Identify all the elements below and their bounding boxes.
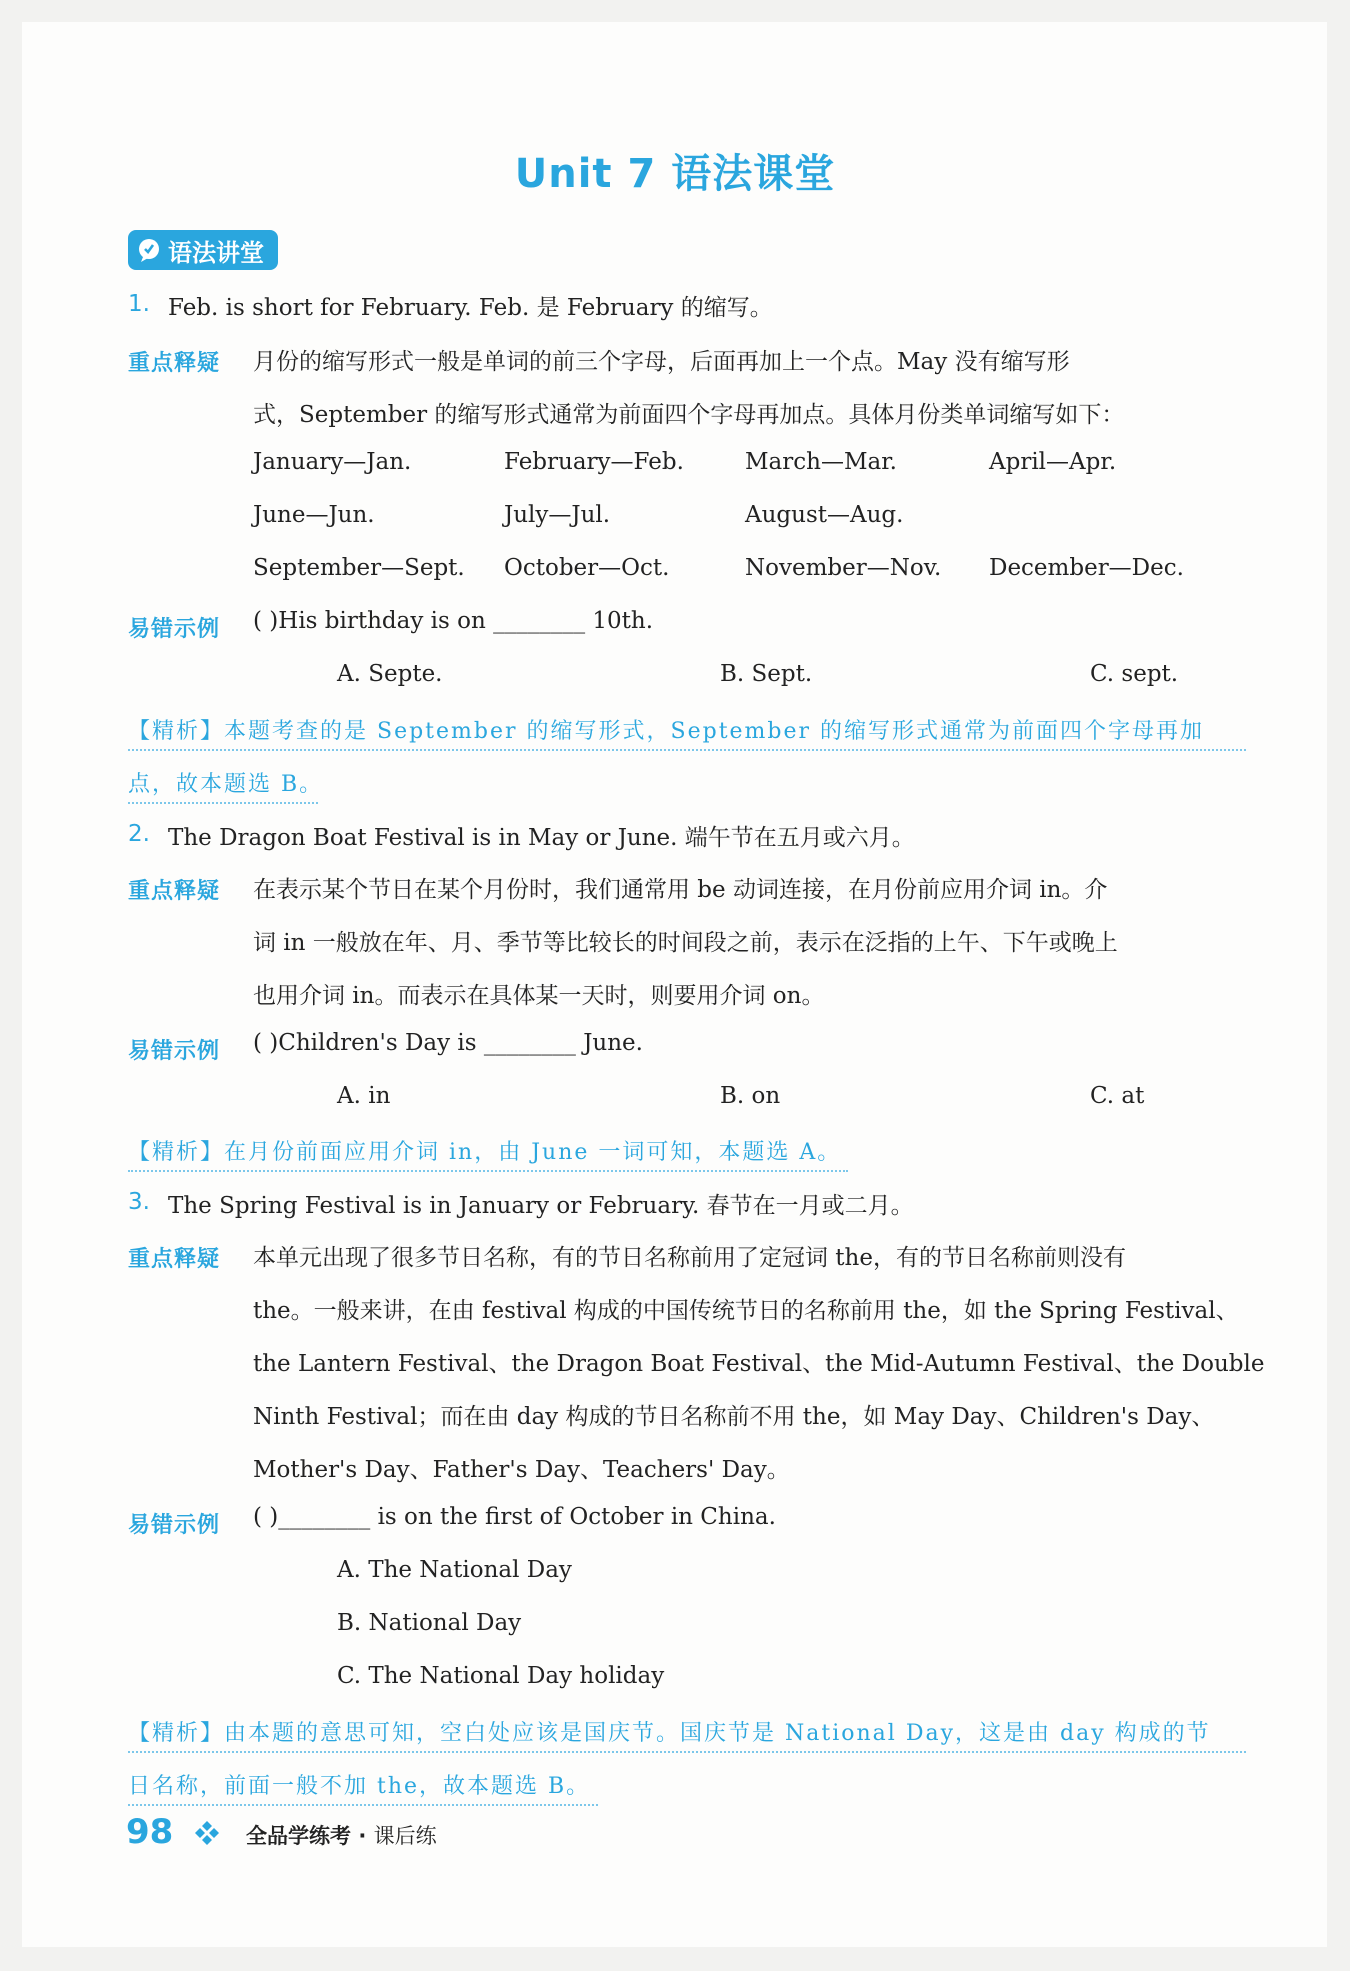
key-text-line: the。一般来讲，在由 festival 构成的中国传统节日的名称前用 the，如 the Spring Festival、 (253, 1298, 1239, 1324)
diamond-cluster-icon (194, 1820, 220, 1846)
option-b: B. on (720, 1083, 781, 1109)
example-label: 易错示例 (128, 1039, 221, 1064)
analysis-text: 由本题的意思可知，空白处应该是国庆节。国庆节是 National Day，这是由 day 构成的节 (224, 1721, 1211, 1746)
example-question: ( )________ is on the first of October in China. (253, 1504, 776, 1530)
analysis-prefix: 【精析】 (128, 719, 225, 744)
key-text-line: 在表示某个节日在某个月份时，我们通常用 be 动词连接，在月份前应用介词 in。介 (253, 877, 1108, 903)
key-label: 重点释疑 (128, 1247, 221, 1272)
option-a: A. Septe. (337, 661, 443, 687)
month-abbrev: November—Nov. (745, 555, 942, 581)
option-b: B. National Day (337, 1610, 522, 1636)
option-b: B. Sept. (720, 661, 813, 687)
point-number: 2. (128, 821, 150, 847)
dotted-divider (128, 749, 1246, 751)
example-label: 易错示例 (128, 1513, 221, 1538)
point-heading: The Dragon Boat Festival is in May or June. 端午节在五月或六月。 (168, 825, 915, 851)
analysis-line: 日名称，前面一般不加 the，故本题选 B。 (128, 1774, 591, 1799)
point-heading: The Spring Festival is in January or February. 春节在一月或二月。 (168, 1193, 914, 1219)
analysis-line (128, 714, 1204, 745)
example-question: ( )Children's Day is ________ June. (253, 1030, 643, 1056)
analysis-prefix: 【精析】 (128, 1721, 225, 1746)
month-abbrev: February—Feb. (504, 449, 684, 475)
footer-book-title (246, 1820, 437, 1850)
point-number: 1. (128, 291, 150, 317)
book-name: 全品学练考 (246, 1824, 351, 1848)
month-abbrev: July—Jul. (504, 502, 611, 528)
month-abbrev: October—Oct. (504, 555, 670, 581)
option-a: A. The National Day (337, 1557, 572, 1583)
section-badge (128, 230, 278, 270)
point-heading: Feb. is short for February. Feb. 是 February 的缩写。 (168, 295, 773, 321)
analysis-line (128, 1135, 841, 1166)
key-text-line: 也用介词 in。而表示在具体某一天时，则要用介词 on。 (253, 983, 825, 1009)
key-text-line: the Lantern Festival、the Dragon Boat Festival、the Mid-Autumn Festival、the Double (253, 1351, 1265, 1377)
page-number: 98 (126, 1812, 174, 1852)
key-label: 重点释疑 (128, 351, 221, 376)
example-question: ( )His birthday is on ________ 10th. (253, 608, 654, 634)
footer-separator: · (358, 1824, 367, 1848)
analysis-prefix: 【精析】 (128, 1140, 225, 1165)
dotted-divider (128, 1751, 1246, 1753)
key-text-line: 月份的缩写形式一般是单词的前三个字母，后面再加上一个点。May 没有缩写形 (253, 349, 1070, 375)
month-abbrev: June—Jun. (253, 502, 375, 528)
month-abbrev: April—Apr. (989, 449, 1117, 475)
point-number: 3. (128, 1189, 150, 1215)
analysis-text: 在月份前面应用介词 in，由 June 一词可知，本题选 A。 (224, 1140, 842, 1165)
dotted-divider (128, 1804, 598, 1806)
dotted-divider (128, 802, 318, 804)
analysis-text: 本题考查的是 September 的缩写形式，September 的缩写形式通常为前面四个字母再加 (224, 719, 1205, 744)
month-abbrev: January—Jan. (253, 449, 412, 475)
example-label: 易错示例 (128, 617, 221, 642)
option-a: A. in (337, 1083, 391, 1109)
dotted-divider (128, 1170, 848, 1172)
key-text-line: 词 in 一般放在年、月、季节等比较长的时间段之前，表示在泛指的上午、下午或晚上 (253, 930, 1118, 956)
key-label: 重点释疑 (128, 879, 221, 904)
key-text-line: 本单元出现了很多节日名称，有的节日名称前用了定冠词 the，有的节日名称前则没有 (253, 1245, 1126, 1271)
key-text-line: Mother's Day、Father's Day、Teachers' Day。 (253, 1457, 790, 1483)
section-label: 语法讲堂 (168, 238, 264, 267)
page-title: Unit 7 语法课堂 (514, 151, 836, 197)
option-c: C. The National Day holiday (337, 1663, 665, 1689)
option-c: C. at (1090, 1083, 1145, 1109)
month-abbrev: August—Aug. (745, 502, 904, 528)
month-abbrev: December—Dec. (989, 555, 1184, 581)
month-abbrev: March—Mar. (745, 449, 897, 475)
analysis-line (128, 1716, 1211, 1747)
speech-bubble-icon (136, 237, 162, 263)
book-sub: 课后练 (373, 1824, 437, 1848)
key-text-line: 式，September 的缩写形式通常为前面四个字母再加点。具体月份类单词缩写如下： (253, 402, 1125, 428)
key-text-line: Ninth Festival；而在由 day 构成的节日名称前不用 the，如 May Day、Children's Day、 (253, 1404, 1215, 1430)
option-c: C. sept. (1090, 661, 1179, 687)
analysis-line: 点，故本题选 B。 (128, 772, 324, 797)
month-abbrev: September—Sept. (253, 555, 465, 581)
